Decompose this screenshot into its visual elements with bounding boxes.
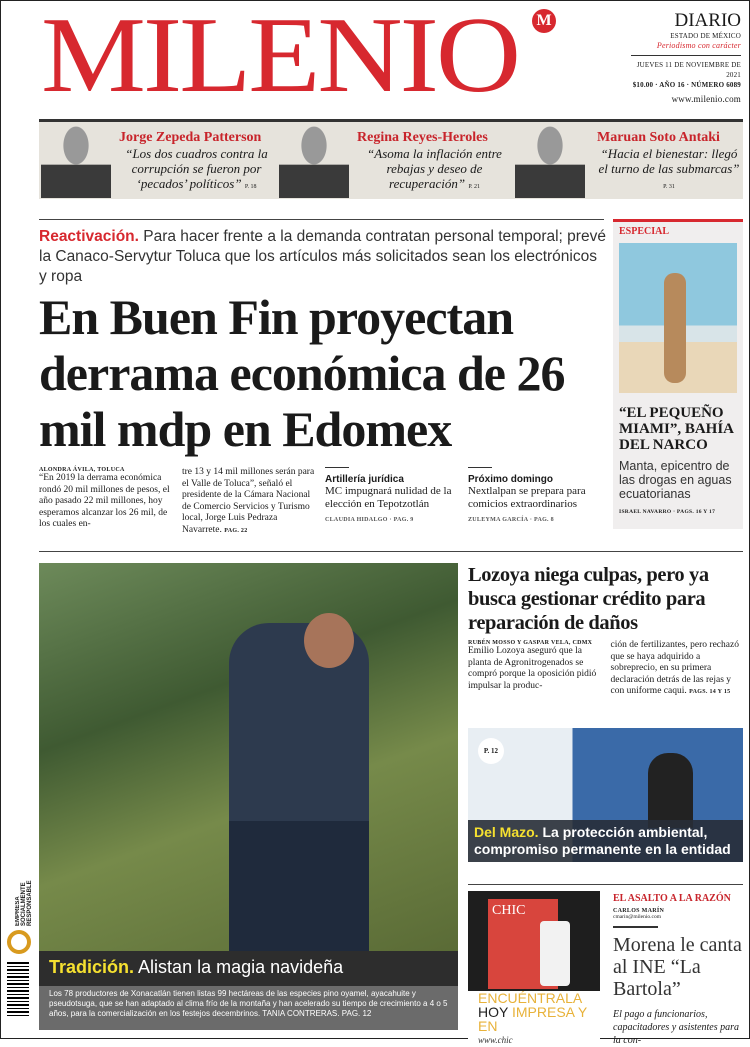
lead-body-col2 [182, 467, 317, 537]
byline: ALONDRA ÁVILA, TOLUCA [39, 467, 125, 473]
kicker-label: Reactivación. [39, 228, 139, 245]
esr-label: EMPRESA SOCIALMENTE RESPONSABLE [15, 880, 33, 926]
caption-text: Alistan la magia navideña [138, 957, 344, 977]
page-badge: P. 12 [478, 738, 504, 764]
body-text: tre 13 y 14 mil millones serán para el Valle de Toluca”, señaló el presidente de la Cámara Nacional de Comercio Servicios y Turismo local, Jorge Luis Pedraza Navarrete. [182, 467, 315, 535]
side-badge [7, 871, 37, 1019]
column-email: cmarin@milenio.com [613, 914, 661, 920]
lead-kicker [39, 227, 609, 287]
brief[interactable] [468, 467, 603, 537]
page-ref: P. 31 [663, 184, 675, 190]
website[interactable]: www.milenio.com [671, 94, 741, 104]
page-ref: P. 18 [244, 184, 257, 190]
page-ref: PAG. 12 [341, 1009, 372, 1018]
columnist[interactable] [39, 126, 274, 198]
lead-story [39, 227, 609, 537]
divider [39, 551, 743, 552]
slogan: Periodismo con carácter [631, 41, 741, 56]
photo-blurb [39, 986, 458, 1030]
photo-caption [39, 951, 458, 986]
ad-line: IMPRESA Y EN [478, 1004, 587, 1034]
special-box[interactable] [613, 219, 743, 529]
byline: ISRAEL NAVARRO · PAGS. 16 Y 17 [619, 509, 716, 515]
columnist-quote: “Los dos cuadros contra la corrupción se fueron por ‘pecados’ políticos” [125, 146, 268, 191]
brief-title: Artillería jurídica [325, 474, 404, 485]
beach-illustration [619, 243, 737, 393]
lozoya-story [468, 563, 744, 699]
special-text: Manta, epicentro de las drogas en aguas ecuatorianas [619, 459, 732, 501]
divider [468, 884, 743, 885]
columnist[interactable] [515, 126, 743, 198]
ad-line: ENCUÉNTRALA [478, 990, 583, 1006]
caption-kicker: Tradición. [49, 957, 135, 977]
caption-kicker: Del Mazo. [474, 824, 539, 840]
lead-body-col1 [39, 467, 174, 537]
page-ref: PAGS. 14 Y 15 [689, 689, 731, 695]
caption-text: La protección ambiental, compromiso permanente en la entidad [474, 824, 731, 857]
columnist-quote: “Asoma la inflación entre rebajas y deseo de recuperación” [367, 146, 502, 191]
chic-ad[interactable] [468, 891, 600, 1045]
lozoya-body-col1 [468, 640, 602, 699]
region: ESTADO DE MÉXICO [670, 32, 741, 40]
lozoya-headline[interactable]: Lozoya niega culpas, pero ya busca gestionar crédito para reparación de daños [468, 564, 709, 634]
columnist-name: Regina Reyes-Heroles [357, 130, 488, 145]
brief-title: Próximo domingo [468, 474, 553, 485]
phone-icon [540, 921, 570, 986]
special-headline: “EL PEQUEÑO MIAMI”, BAHÍA DEL NARCO [619, 405, 734, 453]
page-ref: PAG. 22 [224, 527, 248, 534]
barcode-icon [7, 962, 29, 1017]
columnist-photo [279, 123, 349, 198]
lozoya-body-col2 [611, 640, 745, 699]
divider [39, 219, 604, 220]
columnist-name: Jorge Zepeda Patterson [119, 130, 262, 145]
masthead-logo[interactable]: MILENIO [41, 0, 519, 116]
lead-headline[interactable]: En Buen Fin proyectan derrama económica de 26 mil mdp en Edomex [39, 289, 565, 457]
byline: ZULEYMA GARCÍA · PAG. 8 [468, 517, 554, 523]
columnist[interactable] [277, 126, 512, 198]
body-text: Emilio Lozoya aseguró que la planta de Agronitrogenados se compró porque la oposición pidió impulsar la produc- [468, 646, 597, 691]
column-section: EL ASALTO A LA RAZÓN [613, 893, 731, 904]
del-mazo-caption [468, 820, 743, 862]
column-text: El pago a funcionarios, capacitadores y asistentes para la con- [613, 1009, 740, 1046]
blurb-text: Los 78 productores de Xonacatlán tienen listas 99 hectáreas de las especies pino oyamel, ayacahuite y pseudotsuga, que se han adaptado al clima frío de la montaña y han acelerado su tiempo de crecimiento a 4 o 5 años, para la comercialización en los festejos decembrinos. [49, 989, 448, 1018]
logo-badge: M [532, 9, 556, 33]
byline: RUBÉN MOSSO Y GASPAR VELA, CDMX [468, 640, 593, 646]
columnist-photo [41, 123, 111, 198]
body-text: ción de fertilizantes, pero rechazó que se haya adquirido a sobreprecio, en su primera declaración detrás de las rejas y con uniforme caqui. [610, 640, 739, 696]
page-ref: P. 21 [468, 184, 480, 190]
columnist-photo [515, 123, 585, 198]
masthead-info [631, 11, 741, 104]
byline: CLAUDIA HIDALGO · PAG. 9 [325, 517, 414, 523]
christmas-tree-photo[interactable] [39, 563, 458, 951]
ad-brand: CHIC [488, 899, 558, 989]
columnist-name: Maruan Soto Antaki [597, 130, 720, 145]
columnists-strip [39, 119, 743, 199]
body-text: “En 2019 la derrama económica rondó 20 mil millones de pesos, el año pasado 22 mil millones, hoy esperamos alcanzar los 26 mil, de los cuales en- [39, 473, 170, 529]
byline: TANIA CONTRERAS. [262, 1009, 340, 1018]
esr-logo-icon [7, 930, 31, 954]
column-headline: Morena le canta al INE “La Bartola” [613, 934, 742, 1000]
kicker-text: Para hacer frente a la demanda contratan personal temporal; prevé la Canaco-Servytur Toluca que los artículos más solicitados sean los electrónicos y ropa [39, 228, 606, 285]
special-label: ESPECIAL [619, 226, 670, 237]
del-mazo-photo[interactable] [468, 728, 743, 862]
date: JUEVES 11 DE NOVIEMBRE DE 2021 [636, 61, 741, 79]
brief[interactable] [325, 467, 460, 537]
opinion-column[interactable] [613, 893, 743, 1047]
ad-line: HOY [478, 1004, 509, 1020]
ad-url: www.chic [478, 1035, 513, 1045]
edition: DIARIO [674, 10, 741, 31]
columnist-quote: “Hacia el bienestar: llegó el turno de las submarcas” [598, 146, 740, 176]
brief-text: MC impugnará nulidad de la elección en Tepotzotlán [325, 485, 452, 510]
brief-text: Nextlalpan se prepara para comicios extraordinarios [468, 485, 586, 510]
column-author: CARLOS MARÍN [613, 908, 665, 914]
price-issue: $10.00 · AÑO 16 · NÚMERO 6089 [632, 81, 741, 89]
